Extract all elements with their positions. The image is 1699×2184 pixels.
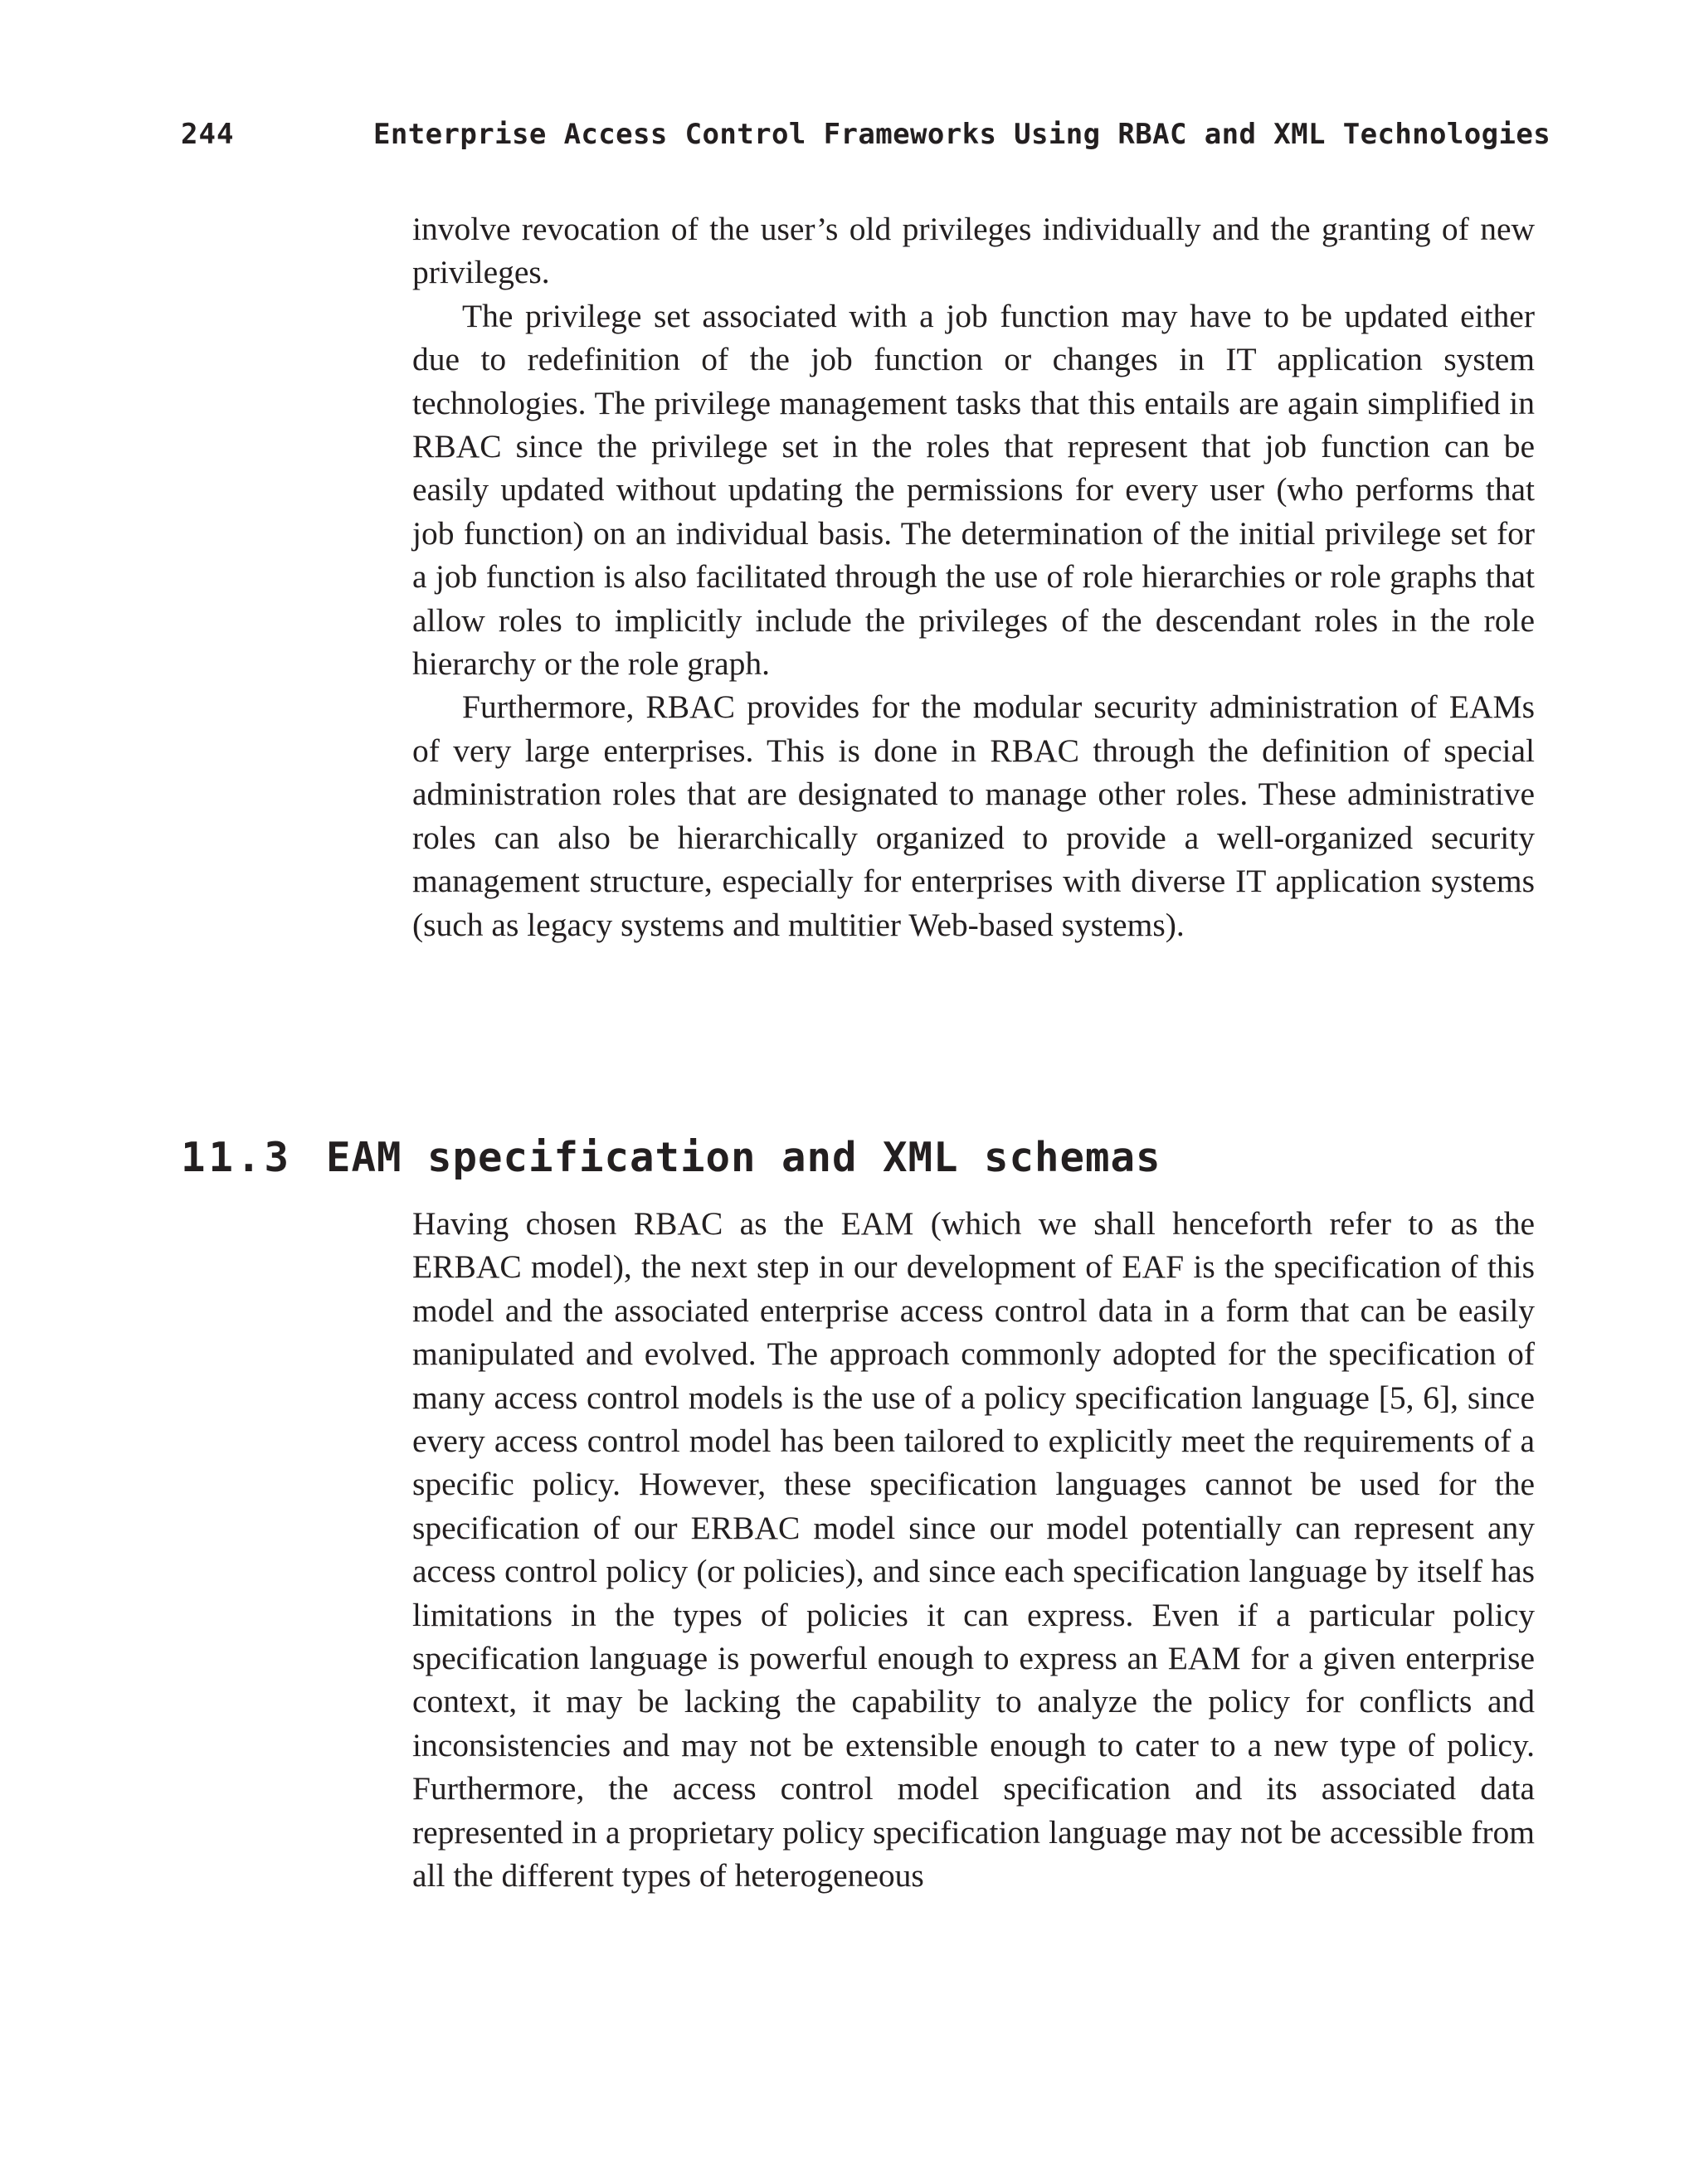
paragraph-modular-administration: Furthermore, RBAC provides for the modular security administration of EAMs of very large enterprises. This is done in RBAC through the definition of special administration roles that are designated to manage other roles. These administrative roles can also be hierarchically organized to provide a well-organized security management structure, especially for enterprises with diverse IT application systems (such as legacy systems and multitier Web-based systems).	[412, 688, 1535, 943]
continuation-text	[412, 207, 1535, 946]
book-title: Enterprise Access Control Frameworks Using RBAC and XML Technologies	[373, 118, 1551, 151]
section-heading	[181, 1134, 1535, 1192]
paragraph-eam-specification: Having chosen RBAC as the EAM (which we shall henceforth refer to as the ERBAC model), the next step in our development of EAF is the specification of this model and the associated enterprise access control data in a form that can be easily manipulated and evolved. The approach commonly adopted for the specification of many access control models is the use of a policy specification language [5, 6], since every access control model has been tailored to explicitly meet the requirements of a specific policy. However, these specification languages cannot be used for the specification of our ERBAC model since our model potentially can represent any access control policy (or policies), and since each specification language by itself has limitations in the types of policies it can express. Even if a particular policy specification language is powerful enough to express an EAM for a given enterprise context, it may be lacking the capability to analyze the policy for conflicts and inconsistencies and may not be extensible enough to cater to a new type of policy. Furthermore, the access control model specification and its associated data represented in a proprietary policy specification language may not be accessible from all the different types of heterogeneous	[412, 1205, 1535, 1895]
section-title: EAM specification and XML schemas	[326, 1134, 1161, 1181]
paragraph-privilege-set: The privilege set associated with a job function may have to be updated either due to redefinition of the job function or changes in IT application system technologies. The privilege management tasks that this entails are again simplified in RBAC since the privilege set in the roles that represent that job function can be easily updated without updating the permissions for every user (who performs that job function) on an individual basis. The determination of the initial privilege set for a job function is also facilitated through the use of role hierarchies or role graphs that allow roles to implicitly include the privileges of the descendant roles in the role hierarchy or the role graph.	[412, 297, 1535, 683]
section-text	[412, 1202, 1535, 1898]
running-head	[181, 118, 1551, 154]
section-number: 11.3	[181, 1134, 293, 1181]
paragraph-continued: involve revocation of the user’s old privileges individually and the granting of new privileges.	[412, 211, 1535, 291]
page-number: 244	[181, 118, 235, 151]
